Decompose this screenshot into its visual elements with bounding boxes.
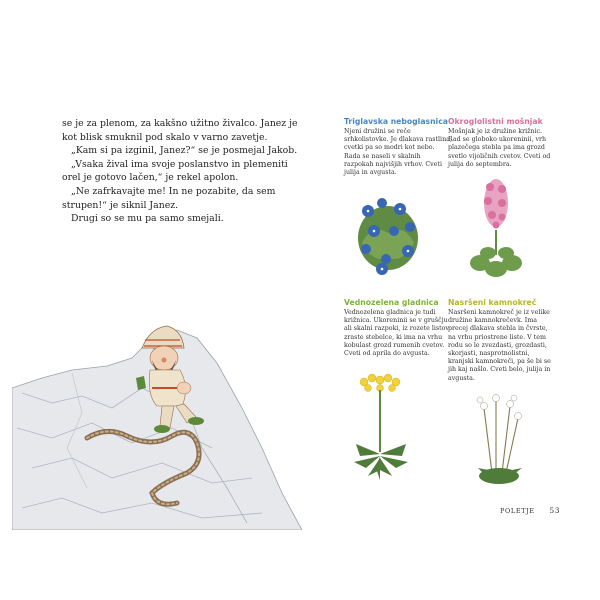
flower-title: Okroglolistni mošnjak [448, 117, 543, 126]
gnome-illustration [12, 318, 302, 530]
flower-card [448, 298, 556, 383]
story-paragraph: Drugi so se mu pa samo smejali. [71, 213, 224, 225]
story-paragraph: „Ne zafrkavajte me! In ne pozabite, da sem strupen!“ je siknil Janez. [62, 185, 276, 211]
flower-description: Njeni družini se reče srhkolistovke. Je dlakava rastlina, cvetki pa so modri kot nebo. Rada se naseli v skalnih razpokah najvišjih vrhov. Cveti julija in avgusta. [344, 128, 452, 177]
story-paragraph: „Vsaka žival ima svoje poslanstvo in plemeniti orel je gotovo lačen,“ je rekel apolon. [62, 158, 288, 184]
flower-description: Vednozelena gladnica je tudi križnica. Ukoreninii se v gruščju ali skalni razpoki, iz rozete listov zraste stebelce, ki ima na vrhu kobulast grozd rumenih cvetov. Cveti od aprila do avgusta. [344, 309, 449, 358]
flower-card [344, 298, 452, 358]
flower-description: Mošnjak je iz družine križnic. Rad se globoko ukoreninii, vrh plazečega stebla pa ima grozd svetlo vijoličnih cvetov. Cveti od julija do septembra. [448, 128, 551, 168]
flower-description: Nasršeni kamnokreč je iz velike družine kamnokrečevk. Ima precej dlakava stebla in čvrste, na vrhu priostrene liste. V tem rodu so le zvezdasti, grozdasti, skorjasti, nasprotnolistni, kranjski kamnokreči, pa še bi se jih kaj našlo. Cveti belo, julija in avgusta. [448, 309, 551, 382]
white-saxifrage-icon [470, 388, 528, 488]
story-paragraph: se je za plenom, za kakšno užitno živalco. Janez je kot blisk smuknil pod skalo v varno zavetje. [62, 118, 298, 143]
page-number: 53 [549, 506, 561, 515]
flower-title: Nasršeni kamnokreč [448, 298, 537, 307]
blue-flower-icon [352, 183, 424, 278]
flower-title: Triglavska neboglasnica [344, 117, 448, 126]
story-text [62, 117, 302, 226]
story-paragraph: „Kam si pa izginil, Janez?“ se je posmejal Jakob. [71, 145, 298, 157]
page-footer [500, 506, 560, 515]
flower-card [344, 117, 452, 177]
section-name: POLETJE [500, 507, 535, 515]
flower-title: Vednozelena gladnica [344, 298, 439, 307]
flower-card [448, 117, 556, 169]
yellow-flower-icon [350, 372, 412, 484]
pink-flower-icon [468, 175, 524, 280]
